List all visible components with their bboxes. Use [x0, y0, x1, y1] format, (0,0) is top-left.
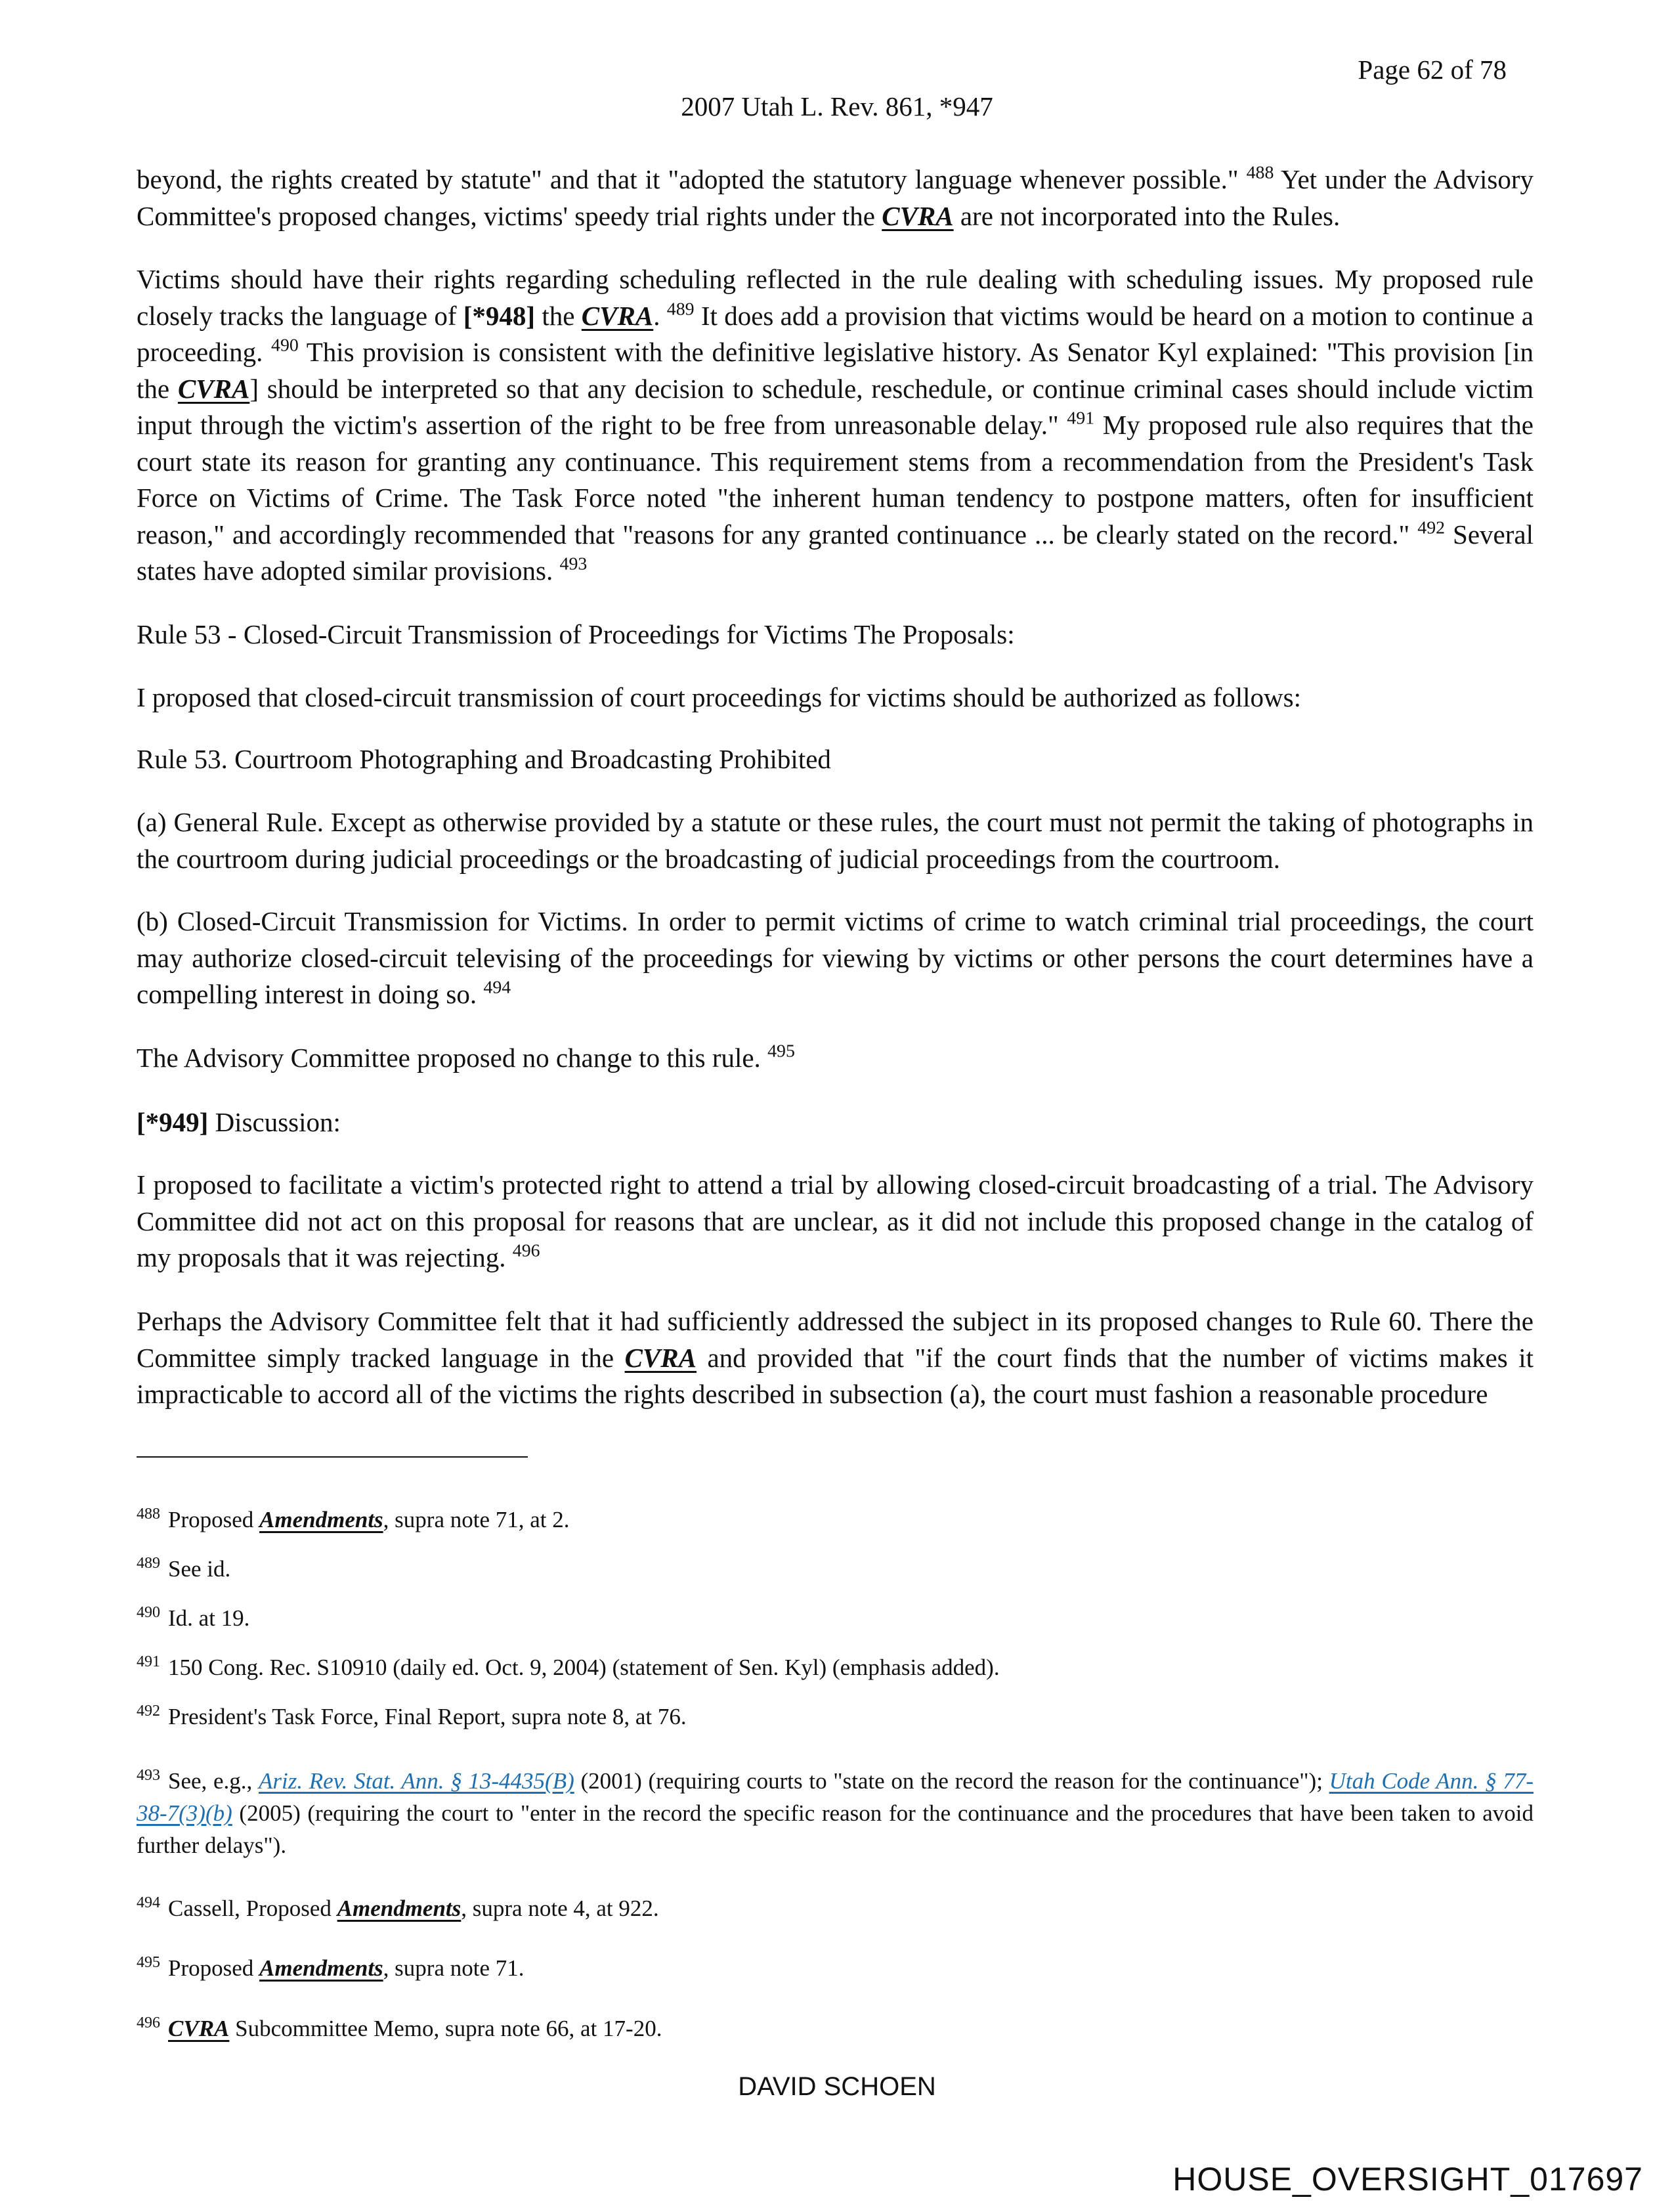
footnote [137, 1651, 1534, 1683]
amendments-term: Amendments [259, 1955, 383, 1981]
text-run: (2005) (requiring the court to "enter in the record the specific reason for the continuance and the procedures that have been taken to avoid further delays"). [137, 1800, 1534, 1858]
footnote [137, 1952, 1534, 1984]
footnote-number: 490 [137, 1603, 160, 1621]
footnote-reference: 494 [483, 977, 511, 998]
paragraph [137, 162, 1534, 234]
footnote-number: 496 [137, 2014, 160, 2031]
text-run: , supra note 71, at 2. [383, 1507, 570, 1532]
footnote-reference: 488 [1246, 162, 1274, 183]
text-run: President's Task Force, Final Report, supra note 8, at 76. [168, 1704, 687, 1729]
footnote [137, 1602, 1534, 1634]
text-run: , supra note 4, at 922. [461, 1896, 659, 1921]
footnote [137, 1765, 1534, 1861]
text-run: 150 Cong. Rec. S10910 (daily ed. Oct. 9, 2004) (statement of Sen. Kyl) (emphasis added). [168, 1655, 1000, 1680]
footnote-number: 488 [137, 1505, 160, 1523]
text-run: , supra note 71. [383, 1955, 525, 1981]
footnote-reference: 490 [271, 335, 299, 356]
text-run: Yet under the Advisory Committee's proposed changes, victims' speedy trial rights under the [137, 164, 1534, 231]
section-heading [137, 617, 1534, 653]
statute-link[interactable]: Ariz. Rev. Stat. Ann. § 13-4435(B) [258, 1768, 574, 1794]
text-run: Subcommittee Memo, supra note 66, at 17-20. [229, 2016, 662, 2041]
rule-subsection-a [137, 804, 1534, 877]
footnote-divider [137, 1456, 528, 1458]
rule-title [137, 741, 1534, 778]
cvra-term: CVRA [581, 300, 654, 331]
text-run: ] should be interpreted so that any decision to schedule, reschedule, or continue criminal cases should include victim input through the victim's assertion of the right to be free from unreasonable delay." [137, 373, 1534, 440]
footnote-number: 491 [137, 1653, 160, 1670]
text-run: Cassell, Proposed [168, 1896, 337, 1921]
rule-subsection-b [137, 903, 1534, 1013]
amendments-term: Amendments [337, 1896, 461, 1921]
paragraph [137, 1040, 1534, 1077]
text-run: It does add a provision that victims would be heard on a motion to continue a proceeding. [137, 300, 1534, 367]
footnote-number: 489 [137, 1554, 160, 1572]
text-run: See id. [168, 1556, 231, 1582]
amendments-term: Amendments [259, 1507, 383, 1532]
star-page-marker: [*948] [463, 300, 536, 331]
text-run: See, e.g., [168, 1768, 259, 1794]
text-run: and provided that "if the court finds that the number of victims makes it impracticable to accord all of the victims the rights described in subsection (a), the court must fashion a reasonable procedure [137, 1342, 1534, 1409]
footnote-number: 492 [137, 1702, 160, 1720]
text-run: I proposed that closed-circuit transmission of court proceedings for victims should be authorized as follows: [137, 682, 1301, 712]
paragraph [137, 1303, 1534, 1413]
paragraph [137, 261, 1534, 590]
text-run: I proposed to facilitate a victim's protected right to attend a trial by allowing closed-circuit broadcasting of a trial. The Advisory Committee did not act on this proposal for reasons that are unclear, as it did not include this proposed change in the catalog of my proposals that it was rejecting. [137, 1169, 1534, 1272]
bates-number: HOUSE_OVERSIGHT_017697 [1172, 2161, 1643, 2198]
discussion-heading [137, 1104, 1534, 1141]
footnote-reference: 493 [559, 553, 588, 575]
text-run: Victims should have their rights regarding scheduling reflected in the rule dealing with scheduling issues. My proposed rule closely tracks the language of [137, 264, 1534, 331]
footnote-reference: 491 [1067, 408, 1095, 429]
page-number: Page 62 of 78 [1358, 54, 1507, 85]
footnote-number: 494 [137, 1894, 160, 1911]
cvra-term: CVRA [177, 373, 250, 404]
text-run: (a) General Rule. Except as otherwise provided by a statute or these rules, the court must not permit the taking of photographs in the courtroom during judicial proceedings or the broadcasting of judicial proceedings from the courtroom. [137, 807, 1534, 874]
text-run: Rule 53. Courtroom Photographing and Broadcasting Prohibited [137, 744, 831, 774]
text-run: Proposed [168, 1507, 260, 1532]
text-run: (b) Closed-Circuit Transmission for Victims. In order to permit victims of crime to watch criminal trial proceedings, the court may authorize closed-circuit televising of the proceedings for viewing by victims or other persons the court determines have a compelling interest in doing so. [137, 906, 1534, 1009]
text-run: My proposed rule also requires that the court state its reason for granting any continuance. This requirement stems from a recommendation from the President's Task Force on Victims of Crime. The Task Force noted "the inherent human tendency to postpone matters, often for insufficient reason," and accordingly recommended that "reasons for any granted continuance ... be clearly stated on the record." [137, 410, 1534, 550]
text-run: Proposed [168, 1955, 260, 1981]
text-run: The Advisory Committee proposed no change to this rule. [137, 1043, 768, 1073]
footnote-number: 495 [137, 1953, 160, 1971]
text-run: Id. at 19. [168, 1605, 250, 1631]
footnote [137, 2012, 1534, 2045]
cvra-term: CVRA [624, 1342, 697, 1373]
text-run: This provision is consistent with the definitive legislative history. As Senator Kyl explained: "This provision [in the [137, 337, 1534, 404]
statute-link[interactable]: Utah Code Ann. § 77-38-7(3)(b) [137, 1768, 1534, 1826]
text-run: are not incorporated into the Rules. [953, 200, 1341, 231]
footnote [137, 1701, 1534, 1733]
text-run: beyond, the rights created by statute" and that it "adopted the statutory language whenever possible." [137, 164, 1247, 194]
text-run: . [653, 300, 667, 331]
footnote-reference: 492 [1417, 517, 1446, 538]
footer-name: DAVID SCHOEN [738, 2072, 936, 2101]
text-run: Rule 53 - Closed-Circuit Transmission of Proceedings for Victims The Proposals: [137, 619, 1015, 649]
footnote-reference: 489 [666, 299, 695, 320]
footnote-reference: 496 [512, 1240, 540, 1261]
footnote [137, 1504, 1534, 1536]
cvra-term: CVRA [168, 2016, 230, 2041]
text-run: the [535, 300, 582, 331]
text-run: (2001) (requiring courts to "state on the record the reason for the continuance"); [574, 1768, 1329, 1794]
footnote [137, 1553, 1534, 1585]
footnote [137, 1892, 1534, 1924]
text-run: Perhaps the Advisory Committee felt that it had sufficiently addressed the subject in its proposed changes to Rule 60. There the Committee simply tracked language in the [137, 1306, 1534, 1373]
footnote-reference: 495 [767, 1041, 795, 1062]
cvra-term: CVRA [882, 200, 954, 231]
footnote-number: 493 [137, 1766, 160, 1784]
running-header-citation: 2007 Utah L. Rev. 861, *947 [681, 91, 993, 121]
star-page-marker: [*949] [137, 1107, 209, 1137]
paragraph [137, 680, 1534, 716]
text-run: Several states have adopted similar provisions. [137, 519, 1534, 586]
paragraph [137, 1167, 1534, 1276]
text-run: Discussion: [208, 1107, 341, 1137]
